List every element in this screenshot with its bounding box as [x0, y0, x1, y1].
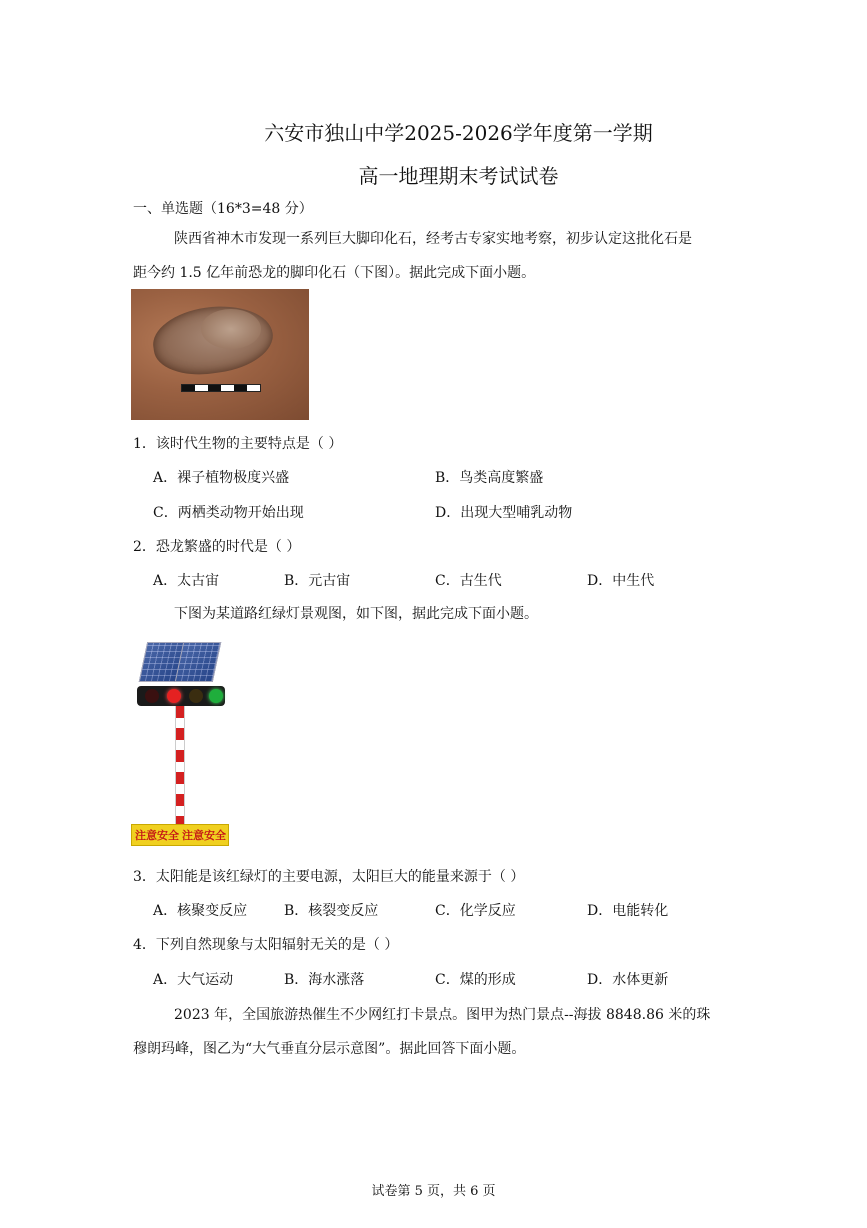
question-4-option-a[interactable]: A．大气运动 [153, 972, 234, 988]
exam-title-subject: 高一地理期末考试试卷 [358, 164, 559, 188]
question-3-option-d[interactable]: D．电能转化 [587, 903, 669, 919]
question-2-option-a[interactable]: A．太古宙 [153, 573, 220, 589]
question-2-option-d[interactable]: D．中生代 [587, 573, 655, 589]
question-4-stem: 4．下列自然现象与太阳辐射无关的是（ ） [133, 937, 399, 953]
question-1-option-a[interactable]: A．裸子植物极度兴盛 [153, 470, 290, 486]
safety-sign-left: 注意安全 [135, 829, 179, 842]
question-3-stem: 3．太阳能是该红绿灯的主要电源，太阳巨大的能量来源于（ ） [133, 869, 525, 885]
question-2-option-b[interactable]: B．元古宙 [284, 573, 351, 589]
question-1-option-c[interactable]: C．两栖类动物开始出现 [153, 505, 304, 521]
safety-sign-right: 注意安全 [182, 829, 226, 842]
solar-traffic-light-image [131, 638, 227, 846]
exam-title-school: 六安市独山中学2025-2026学年度第一学期 [264, 121, 653, 145]
question-1-option-d[interactable]: D．出现大型哺乳动物 [435, 505, 573, 521]
question-3-option-c[interactable]: C．化学反应 [435, 903, 516, 919]
passage-everest-line1: 2023 年，全国旅游热催生不少网红打卡景点。图甲为热门景点--海拔 8848.86 米的珠 [174, 1007, 711, 1023]
passage-fossil-line1: 陕西省神木市发现一系列巨大脚印化石，经考古专家实地考察，初步认定这批化石是 [174, 231, 692, 247]
page-footer: 试卷第 5 页，共 6 页 [371, 1184, 496, 1199]
question-2-stem: 2．恐龙繁盛的时代是（ ） [133, 539, 301, 555]
question-3-option-b[interactable]: B．核裂变反应 [284, 903, 379, 919]
question-1-stem: 1．该时代生物的主要特点是（ ） [133, 436, 343, 452]
question-4-option-b[interactable]: B．海水涨落 [284, 972, 365, 988]
question-4-option-d[interactable]: D．水体更新 [587, 972, 669, 988]
question-4-option-c[interactable]: C．煤的形成 [435, 972, 516, 988]
dinosaur-footprint-image [131, 289, 309, 420]
question-3-option-a[interactable]: A．核聚变反应 [153, 903, 248, 919]
question-2-option-c[interactable]: C．古生代 [435, 573, 502, 589]
passage-fossil-line2: 距今约 1.5 亿年前恐龙的脚印化石（下图）。据此完成下面小题。 [133, 265, 536, 281]
passage-everest-line2: 穆朗玛峰，图乙为“大气垂直分层示意图”。据此回答下面小题。 [133, 1041, 526, 1057]
section-heading-single-choice: 一、单选题（16*3=48 分） [133, 201, 313, 217]
passage-traffic-light: 下图为某道路红绿灯景观图，如下图，据此完成下面小题。 [174, 606, 538, 622]
question-1-option-b[interactable]: B．鸟类高度繁盛 [435, 470, 544, 486]
